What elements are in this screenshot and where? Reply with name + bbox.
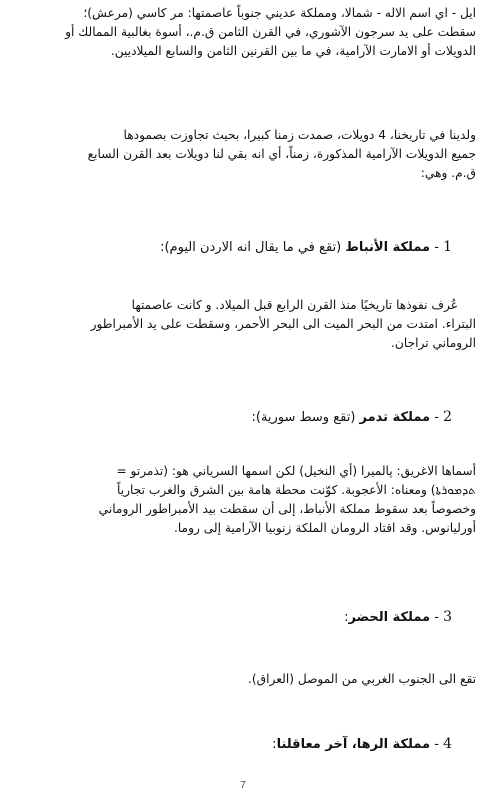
intro-line-1: ايل - اي اسم الاله - شمالا، ومملكة عديني جنوباً عاصمتها: مر كاسي (مرعش)؛	[83, 6, 476, 20]
section-1-line-1: عُرف نفوذها تاريخيًا منذ القرن الرابع قبل الميلاد. و كانت عاصمتها	[131, 298, 458, 312]
four-states-line-3: ق.م. وهي:	[420, 166, 476, 180]
four-states-paragraph	[10, 126, 476, 183]
section-2-body	[10, 462, 476, 538]
section-2-number: 2	[443, 409, 452, 425]
section-3-line-1: تقع الى الجنوب الغربي من الموصل (العراق).	[248, 672, 476, 686]
section-3-heading	[10, 607, 452, 628]
section-3-body	[10, 670, 476, 689]
section-1-number: 1	[443, 239, 452, 255]
section-4-title: مملكة الرها، آخر معاقلنا	[276, 737, 431, 752]
section-2-line-2: ܬܕܡܘܪܬܐ) ومعناه: الأعجوبة. كوّنت محطة هامة بين الشرق والغرب تجارياً	[117, 483, 476, 497]
section-3-dash: -	[430, 610, 444, 625]
section-2-line-1: أسماها الاغريق: پالميرا (أي النخيل) لكن اسمها السرياني هو: (تذمرتو =	[116, 464, 476, 478]
section-4-dash: -	[430, 737, 444, 752]
section-2-heading	[10, 407, 452, 428]
section-2-line-4: أورليانوس. وقد اقتاد الرومان الملكة زنوبيا الآرامية إلى روما.	[173, 521, 476, 535]
section-1-dash: -	[430, 240, 444, 255]
section-3-number: 3	[443, 609, 452, 625]
intro-paragraph	[10, 4, 476, 61]
page-number: 7	[240, 780, 246, 791]
section-1-line-3: الروماني تراجان.	[391, 336, 476, 350]
section-1-line-2: البتراء. امتدت من البحر الميت الى البحر الأحمر، وسقطت على يد الأمبراطور	[90, 317, 476, 331]
four-states-line-1: ولدينا في تاريخنا، 4 دويلات، صمدت زمنا كبيرا، بحيث تجاوزت بصمودها	[123, 128, 476, 142]
section-2-note: (تقع وسط سورية):	[251, 410, 360, 425]
intro-line-3: الدويلات أو الامارت الآرامية، في ما بين القرنين الثامن والسابع الميلاديين.	[110, 44, 476, 58]
section-1-note: (تقع في ما يقال انه الاردن اليوم):	[160, 240, 346, 255]
section-1-heading	[10, 237, 452, 258]
section-1-title: مملكة الأنباط	[345, 240, 431, 255]
section-3-title: مملكة الحضر	[348, 610, 431, 625]
section-2-title: مملكة تدمر	[359, 410, 431, 425]
section-2-dash: -	[430, 410, 444, 425]
intro-line-2: سقطت على يد سرجون الآشوري، في القرن الثامن ق.م.، أسوة بغالبية الممالك أو	[65, 25, 476, 39]
section-1-body	[10, 296, 476, 353]
section-4-heading	[10, 734, 452, 755]
four-states-line-2: جميع الدويلات الآرامية المذكورة، زمناً، أي انه بقي لنا دويلات بعد القرن السابع	[87, 147, 476, 161]
section-2-line-3: وخصوصاً بعد سقوط مملكة الأنباط، إلى أن سقطت بيد الأمبراطور الروماني	[98, 502, 476, 516]
section-3-note: :	[344, 610, 349, 625]
section-4-number: 4	[443, 736, 452, 752]
section-4-note: :	[272, 737, 277, 752]
